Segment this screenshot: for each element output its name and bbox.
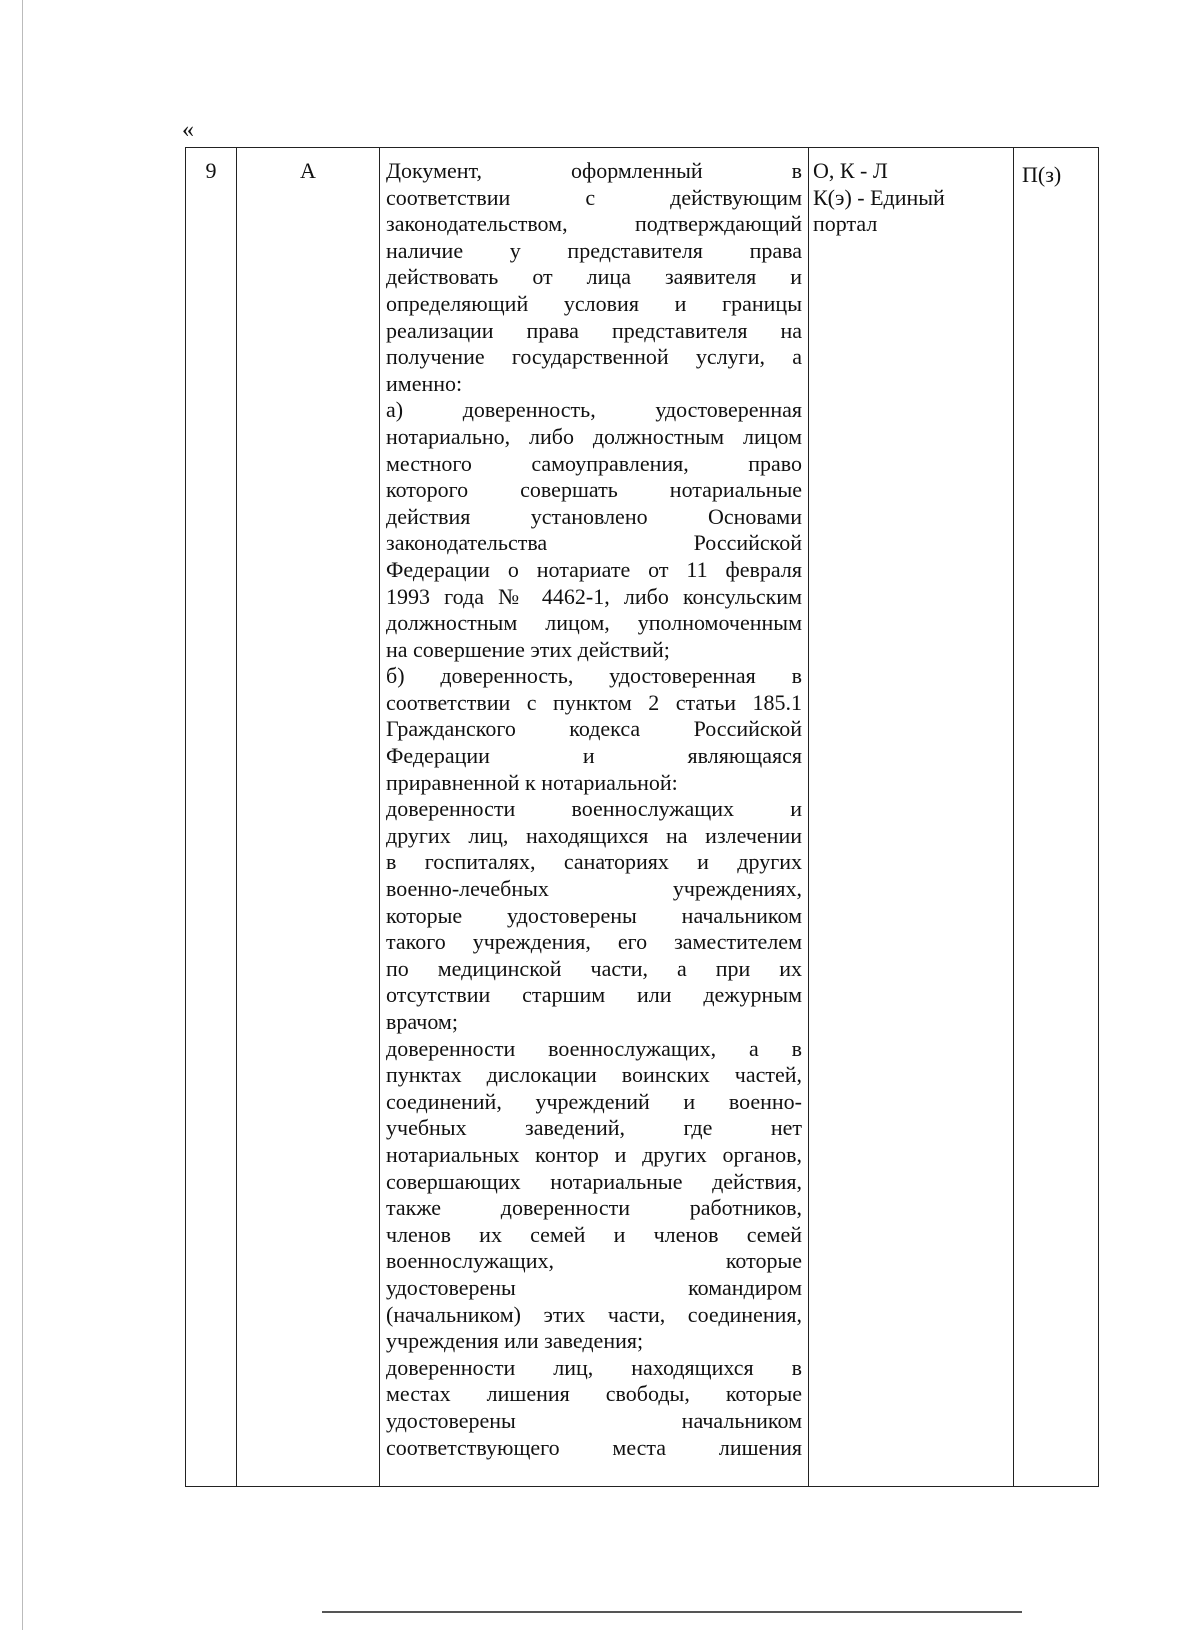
description-line: по медицинской части, а при их — [386, 955, 802, 981]
row-number-cell: 9 — [186, 148, 237, 1487]
opening-quote: « — [182, 117, 194, 143]
description-line: в госпиталях, санаториях и других — [386, 849, 802, 875]
description-line: пунктах дислокации воинских частей, — [386, 1062, 802, 1088]
description-line: соответствии с пунктом 2 статьи 185.1 — [386, 689, 802, 715]
description-text — [380, 148, 808, 1461]
description-line: получение государственной услуги, а — [386, 344, 802, 370]
row-form-cell: П(з) — [1014, 148, 1099, 1487]
scan-edge-line — [22, 0, 23, 1630]
description-line: а) доверенность, удостоверенная — [386, 397, 802, 423]
description-line: 1993 года № 4462-1, либо консульским — [386, 583, 802, 609]
table-row — [186, 148, 1099, 1487]
row-code-cell: А — [237, 148, 380, 1487]
description-line: законодательства Российской — [386, 530, 802, 556]
description-line: членов их семей и членов семей — [386, 1221, 802, 1247]
row-description-cell — [380, 148, 809, 1487]
row-submission-cell — [809, 148, 1014, 1487]
description-line: реализации права представителя на — [386, 317, 802, 343]
description-line: на совершение этих действий; — [386, 636, 670, 662]
description-line: других лиц, находящихся на излечении — [386, 822, 802, 848]
description-line: удостоверены командиром — [386, 1274, 802, 1300]
description-line: соединений, учреждений и военно- — [386, 1088, 802, 1114]
description-line: действовать от лица заявителя и — [386, 264, 802, 290]
description-line: определяющий условия и границы — [386, 290, 802, 316]
scan-bottom-line — [322, 1611, 1022, 1613]
submission-line-1: О, К - Л — [813, 158, 888, 183]
submission-line-3: портал — [813, 211, 878, 237]
document-table — [185, 147, 1099, 1487]
description-line: которого совершать нотариальные — [386, 477, 802, 503]
description-line: доверенности военнослужащих, а в — [386, 1035, 802, 1061]
description-line: удостоверены начальником — [386, 1407, 802, 1433]
description-line: наличие у представителя права — [386, 237, 802, 263]
description-line: законодательством, подтверждающий — [386, 211, 802, 237]
description-line: доверенности военнослужащих и — [386, 796, 802, 822]
description-line: отсутствии старшим или дежурным — [386, 982, 802, 1008]
description-line: военно-лечебных учреждениях, — [386, 876, 802, 902]
description-line: нотариально, либо должностным лицом — [386, 423, 802, 449]
description-line: (начальником) этих части, соединения, — [386, 1301, 802, 1327]
description-line: такого учреждения, его заместителем — [386, 929, 802, 955]
description-line: именно: — [386, 370, 463, 396]
description-line: также доверенности работников, — [386, 1195, 802, 1221]
description-line: военнослужащих, которые — [386, 1248, 802, 1274]
description-line: местах лишения свободы, которые — [386, 1381, 802, 1407]
description-line: соответствии с действующим — [386, 184, 802, 210]
description-line: местного самоуправления, право — [386, 450, 802, 476]
description-line: учебных заведений, где нет — [386, 1115, 802, 1141]
description-line: соответствующего места лишения — [386, 1434, 802, 1460]
description-line: нотариальных контор и других органов, — [386, 1141, 802, 1167]
description-line: б) доверенность, удостоверенная в — [386, 663, 802, 689]
description-line: приравненной к нотариальной: — [386, 769, 678, 795]
description-line: врачом; — [386, 1009, 458, 1034]
description-line: Федерации о нотариате от 11 февраля — [386, 556, 802, 582]
description-line: которые удостоверены начальником — [386, 902, 802, 928]
description-line: должностным лицом, уполномоченным — [386, 610, 802, 636]
description-line: совершающих нотариальные действия, — [386, 1168, 802, 1194]
description-line: учреждения или заведения; — [386, 1328, 644, 1354]
description-line: доверенности лиц, находящихся в — [386, 1354, 802, 1380]
description-line: действия установлено Основами — [386, 503, 802, 529]
description-line: Гражданского кодекса Российской — [386, 716, 802, 742]
description-line: Документ, оформленный в — [386, 158, 802, 183]
description-line: Федерации и являющаяся — [386, 743, 802, 769]
submission-line-2: К(э) - Единый — [813, 184, 945, 210]
